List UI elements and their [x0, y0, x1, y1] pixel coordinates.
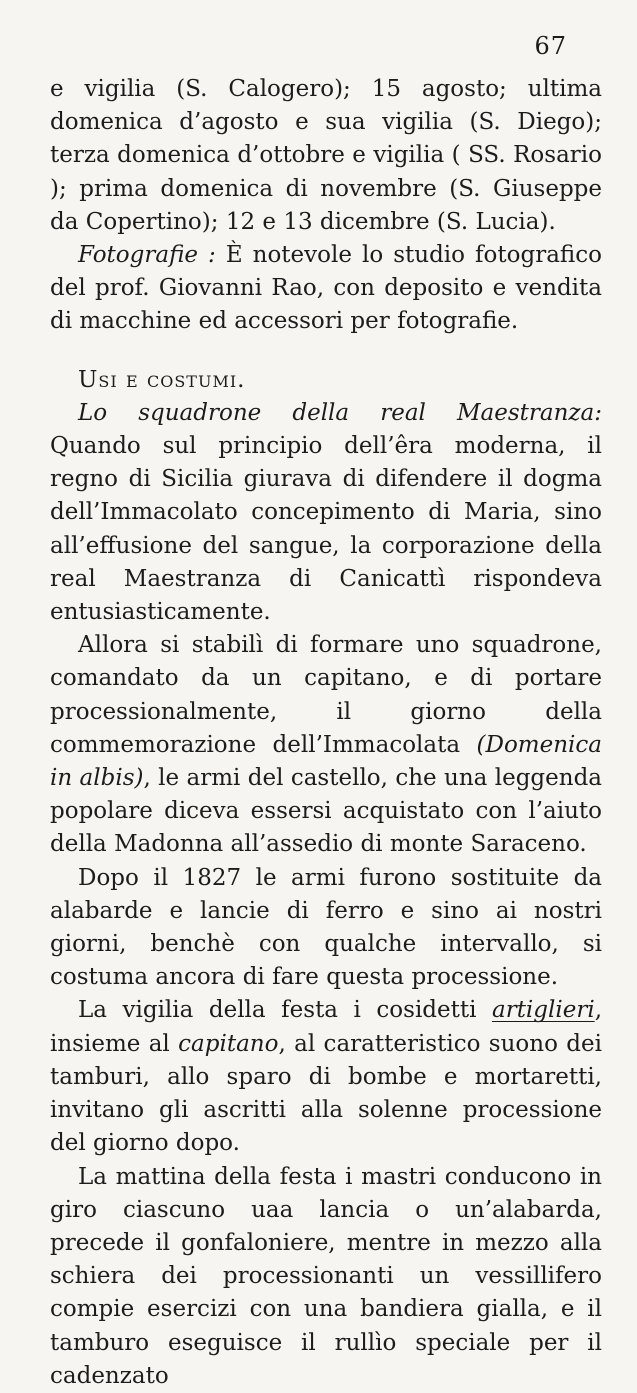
paragraph-body: , insieme al: [50, 997, 602, 1057]
page-number: 67: [534, 32, 567, 60]
paragraph: e vigilia (S. Calogero); 15 agosto; ultima domenica d’agosto e sua vigilia (S. Diego); terza domenica d’ottobre e vigilia ( SS. Rosario ); prima domenica di novembre (S. Giuseppe da Copertino); 12 e 13 dicembre (S. Lucia).: [50, 76, 602, 235]
section-heading: Usi e costumi.: [78, 366, 246, 393]
paragraph-body: Quando sul principio dell’êra moderna, il regno di Sicilia giurava di difendere il dogma dell’Immacolato concepimento di Maria, sino all’effusione del sangue, la corporazione della real Maestranza di Canicattì rispondeva entusiasticamente.: [50, 433, 602, 626]
paragraph: [50, 397, 602, 629]
paragraph-italic: artiglieri: [491, 997, 595, 1024]
paragraph-italic: (Domenica in albis): [50, 731, 602, 792]
book-page: [50, 0, 602, 1393]
page-content: [50, 0, 602, 1393]
paragraph: [50, 629, 602, 861]
paragraph-body: , al caratteristico suono dei tamburi, allo sparo di bombe e mortaretti, invitano gli ascritti alla solenne processione del giorno dopo.: [50, 1030, 602, 1157]
paragraph-body: La vigilia della festa i cosidetti: [78, 997, 492, 1024]
paragraph-body: È notevole lo studio fotografico del prof. Giovanni Rao, con deposito e vendita di macchine ed accessori per fotografie.: [50, 242, 602, 335]
paragraph-italic: capitano: [178, 1030, 279, 1057]
paragraph-lead: Fotografie :: [78, 242, 216, 269]
paragraph: [50, 994, 602, 1160]
paragraph-lead: Lo squadrone della real Maestranza:: [78, 399, 602, 426]
paragraph: [50, 239, 602, 339]
paragraph-body: , le armi del castello, che una leggenda popolare diceva essersi acquistato con l’aiuto della Madonna all’assedio di monte Saraceno.: [50, 765, 603, 858]
paragraph-body: Allora si stabilì di formare uno squadrone, comandato da un capitano, e di portare processionalmente, il giorno della commemorazione dell’Immacolata: [50, 632, 602, 758]
paragraph: La mattina della festa i mastri conducono in giro ciascuno uaa lancia o un’alabarda, precede il gonfaloniere, mentre in mezzo alla schiera dei processionanti un vessillifero compie esercizi con una bandiera gialla, e il tamburo eseguisce il rullìo speciale per il cadenzato: [50, 1163, 602, 1389]
paragraph: Dopo il 1827 le armi furono sostituite da alabarde e lancie di ferro e sino ai nostri giorni, benchè con qualche intervallo, si costuma ancora di fare questa processione.: [50, 864, 602, 991]
